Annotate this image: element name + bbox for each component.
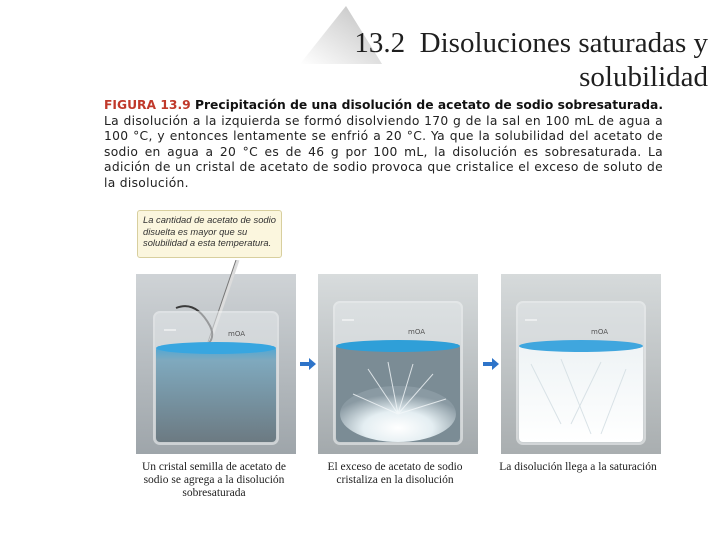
section-number: 13.2 [354, 27, 406, 59]
photo-crystallizing [318, 274, 478, 454]
section-header [300, 6, 712, 94]
photo-caption: El exceso de acetato de sodio cristaliza en la disolución [327, 461, 463, 486]
photo-seed-crystal [136, 260, 296, 454]
figure-title: Precipitación de una disolución de acetato de sodio sobresaturada. [194, 98, 663, 112]
beaker-label: mOA [408, 328, 425, 336]
figure-description: La disolución a la izquierda se formó disolviendo 170 g de la sal en 100 mL de agua a 100 °C, y entonces lentamente se enfrió a 20 °C. Ya que la solubilidad del acetato de sodio en agua a 20 °C es de 46 g por 100 mL, la disolución es sobresaturada. La adición de un cristal de acetato de sodio provoca que cristalice el exceso de soluto de la disolución. [104, 113, 663, 190]
photo-saturated [501, 274, 661, 454]
callout-note: La cantidad de acetato de sodio disuelta es mayor que su solubilidad a esta temperatura. [137, 210, 282, 258]
beaker-label: mOA [228, 330, 245, 338]
figure-caption [104, 98, 663, 191]
section-title: Disoluciones saturadas y solubilidad [419, 27, 708, 93]
right-arrow-icon [300, 358, 316, 370]
right-arrow-icon [483, 358, 499, 370]
photo-caption: Un cristal semilla de acetato de sodio se agrega a la disolución sobresaturada [141, 461, 286, 499]
figure-label: FIGURA 13.9 [104, 98, 191, 112]
photo-caption: La disolución llega a la saturación [499, 461, 657, 473]
beaker-label: mOA [591, 328, 608, 336]
page-title [308, 26, 708, 94]
